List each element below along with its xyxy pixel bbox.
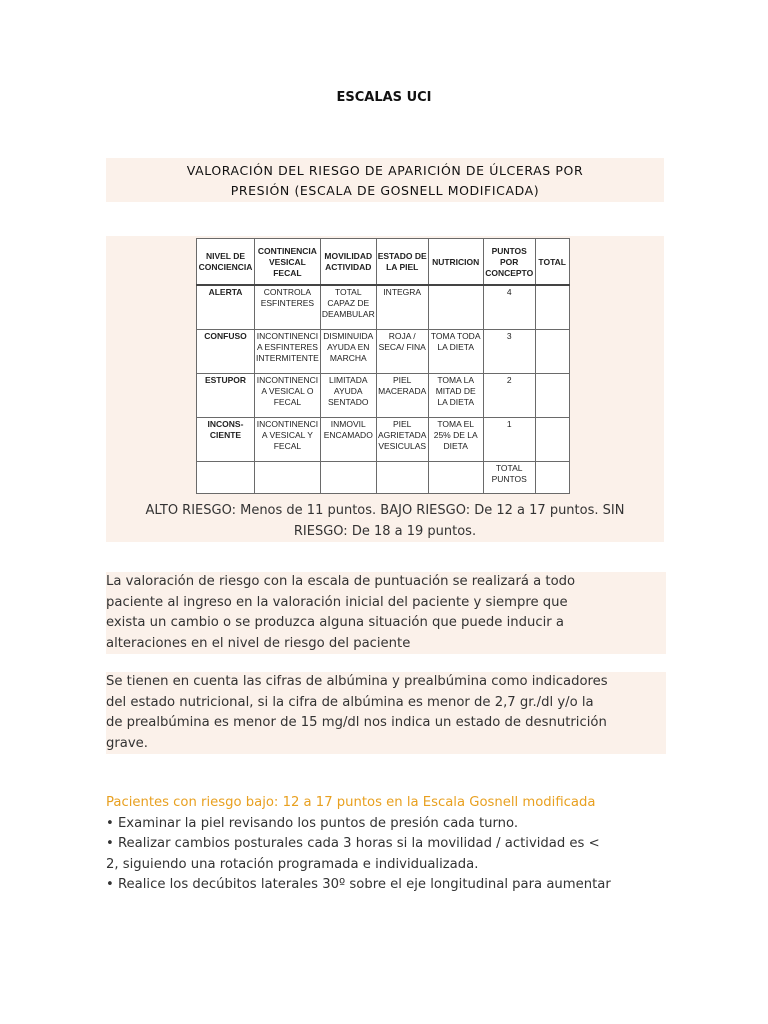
risk-levels-line-1: ALTO RIESGO: Menos de 11 puntos. BAJO RIESGO: De 12 a 17 puntos. SIN [145, 503, 625, 518]
risk-levels-text [106, 494, 664, 542]
scale-heading [106, 161, 664, 201]
table-cell: 1 [483, 417, 535, 461]
table-cell [320, 461, 376, 493]
paragraph-risk-assessment [106, 572, 666, 654]
table-row [197, 373, 570, 417]
table-cell [197, 461, 255, 493]
section-low-risk [106, 793, 666, 896]
bullet-line: • Examinar la piel revisando los puntos de presión cada turno. [106, 815, 519, 831]
table-header-cell: CONTINENCIA VESICAL FECAL [255, 239, 321, 286]
table-cell: 2 [483, 373, 535, 417]
table-cell: DISMINUIDA AYUDA EN MARCHA [320, 329, 376, 373]
bullet-line: 2, siguiendo una rotación programada e individualizada. [106, 856, 479, 872]
table-cell: INMOVIL ENCAMADO [320, 417, 376, 461]
table-cell: 3 [483, 329, 535, 373]
table-cell: CONTROLA ESFINTERES [255, 285, 321, 329]
table-cell [535, 285, 569, 329]
table-cell: PIEL MACERADA [376, 373, 428, 417]
paragraph-line: paciente al ingreso en la valoración inicial del paciente y siempre que [106, 594, 568, 610]
table-cell: TOTAL CAPAZ DE DEAMBULAR [320, 285, 376, 329]
table-header-cell: ESTADO DE LA PIEL [376, 239, 428, 286]
table-row [197, 329, 570, 373]
paragraph-line: grave. [106, 735, 148, 751]
scale-heading-line-2: PRESIÓN (ESCALA DE GOSNELL MODIFICADA) [230, 183, 540, 198]
section-low-risk-heading: Pacientes con riesgo bajo: 12 a 17 puntos en la Escala Gosnell modificada [106, 795, 596, 810]
paragraph-line: de prealbúmina es menor de 15 mg/dl nos indica un estado de desnutrición [106, 715, 607, 730]
scale-heading-band [106, 158, 664, 202]
table-cell: CONFUSO [197, 329, 255, 373]
bullet-line: • Realice los decúbitos laterales 30º sobre el eje longitudinal para aumentar [106, 877, 611, 892]
table-cell [535, 329, 569, 373]
document-title: ESCALAS UCI [336, 90, 432, 105]
table-cell: TOTAL PUNTOS [483, 461, 535, 493]
scale-heading-line-1: VALORACIÓN DEL RIESGO DE APARICIÓN DE ÚLCERAS POR [186, 163, 584, 178]
table-cell [535, 417, 569, 461]
table-header-cell: TOTAL [535, 239, 569, 286]
table-row [197, 417, 570, 461]
paragraph-line: alteraciones en el nivel de riesgo del paciente [106, 635, 411, 651]
table-cell [428, 285, 483, 329]
table-cell: ALERTA [197, 285, 255, 329]
table-cell [255, 461, 321, 493]
table-header-cell: PUNTOS POR CONCEPTO [483, 239, 535, 286]
table-header-cell: NIVEL DE CONCIENCIA [197, 239, 255, 286]
table-cell: ESTUPOR [197, 373, 255, 417]
table-header-cell: MOVILIDAD ACTIVIDAD [320, 239, 376, 286]
paragraph-line: exista un cambio o se produzca alguna situación que puede inducir a [106, 615, 564, 630]
paragraph-nutrition [106, 672, 666, 754]
table-cell [428, 461, 483, 493]
table-cell [535, 461, 569, 493]
table-cell: INCONS- CIENTE [197, 417, 255, 461]
table-cell: INCONTINENCI A VESICAL O FECAL [255, 373, 321, 417]
table-cell: LIMITADA AYUDA SENTADO [320, 373, 376, 417]
paragraph-line: del estado nutricional, si la cifra de albúmina es menor de 2,7 gr./dl y/o la [106, 694, 594, 710]
table-cell: TOMA LA MITAD DE LA DIETA [428, 373, 483, 417]
table-cell: INCONTINENCI A ESFINTERES INTERMITENTE [255, 329, 321, 373]
table-cell [376, 461, 428, 493]
table-cell: 4 [483, 285, 535, 329]
paragraph-line: Se tienen en cuenta las cifras de albúmina y prealbúmina como indicadores [106, 674, 608, 689]
paragraph-line: La valoración de riesgo con la escala de puntuación se realizará a todo [106, 574, 576, 589]
table-row [197, 461, 570, 493]
risk-levels-line-2: RIESGO: De 18 a 19 puntos. [293, 524, 477, 539]
table-cell: TOMA TODA LA DIETA [428, 329, 483, 373]
table-cell: INCONTINENCI A VESICAL Y FECAL [255, 417, 321, 461]
gosnell-scale-table [196, 238, 570, 494]
table-header-row [197, 239, 570, 286]
table-cell [535, 373, 569, 417]
bullet-line: • Realizar cambios posturales cada 3 horas si la movilidad / actividad es < [106, 836, 600, 851]
table-header-cell: NUTRICION [428, 239, 483, 286]
table-row [197, 285, 570, 329]
table-cell: INTEGRA [376, 285, 428, 329]
table-cell: ROJA / SECA/ FINA [376, 329, 428, 373]
table-cell: TOMA EL 25% DE LA DIETA [428, 417, 483, 461]
table-cell: PIEL AGRIETADA VESICULAS [376, 417, 428, 461]
